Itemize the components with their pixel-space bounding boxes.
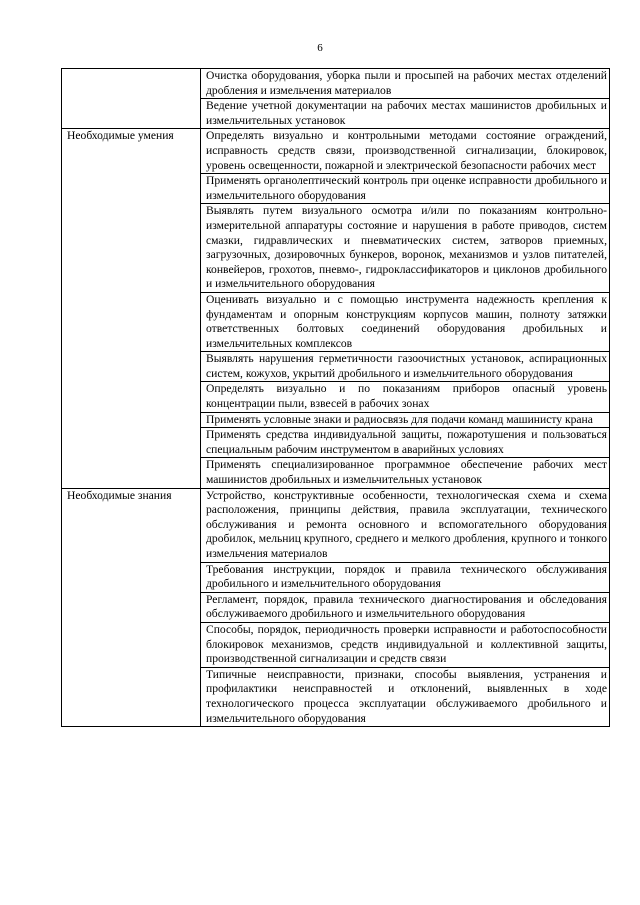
requirement-cell: Выявлять нарушения герметичности газоочистных установок, аспирационных систем, кожухов, укрытий дробильного и измельчительного оборудования	[201, 352, 610, 382]
requirement-cell: Выявлять путем визуального осмотра и/или по показаниям контрольно-измерительной аппаратуры состояние и нарушения в работе приводов, систем смазки, гидравлических и пневматических систем, затворов приемных, загрузочных, дозировочных бункеров, воронок, механизмов и узлов питателей, конвейеров, грохотов, пневмо-, гидроклассификаторов и циклонов дробильного и измельчительного оборудования	[201, 204, 610, 293]
table-row	[62, 129, 610, 174]
requirement-cell: Устройство, конструктивные особенности, технологическая схема и схема расположения, принципы действия, правила эксплуатации, технического обслуживания и ремонта основного и вспомогательного оборудования дробилок, мельниц крупного, среднего и мелкого дробления, крупного и тонкого измельчения материалов	[201, 488, 610, 562]
requirement-cell: Определять визуально и контрольными методами состояние ограждений, исправность средств связи, производственной сигнализации, блокировок, уровень освещенности, пожарной и электрической безопасности рабочих мест	[201, 129, 610, 174]
table-row	[62, 69, 610, 99]
category-cell: Необходимые умения	[62, 129, 201, 488]
category-cell: Необходимые знания	[62, 488, 201, 727]
requirement-cell: Регламент, порядок, правила технического диагностирования и обследования обслуживаемого дробильного и измельчительного оборудования	[201, 592, 610, 622]
table-row	[62, 488, 610, 562]
requirement-cell: Очистка оборудования, уборка пыли и просыпей на рабочих местах отделений дробления и измельчения материалов	[201, 69, 610, 99]
requirement-cell: Применять средства индивидуальной защиты, пожаротушения и пользоваться специальным рабочим инструментом в аварийных условиях	[201, 428, 610, 458]
requirement-cell: Применять условные знаки и радиосвязь для подачи команд машинисту крана	[201, 412, 610, 428]
requirement-cell: Применять органолептический контроль при оценке исправности дробильного и измельчительного оборудования	[201, 174, 610, 204]
requirement-cell: Способы, порядок, периодичность проверки исправности и работоспособности блокировок механизмов, средств индивидуальной и коллективной защиты, производственной сигнализации и средств связи	[201, 622, 610, 667]
requirement-cell: Определять визуально и по показаниям приборов опасный уровень концентрации пыли, взвесей в рабочих зонах	[201, 382, 610, 412]
requirement-cell: Оценивать визуально и с помощью инструмента надежность крепления к фундаментам и опорным конструкциям корпусов машин, полноту затяжки ответственных болтовых соединений оборудования дробильных и измельчительных комплексов	[201, 292, 610, 351]
page-number: 6	[317, 42, 323, 54]
skills-knowledge-table	[61, 68, 610, 727]
requirement-cell: Типичные неисправности, признаки, способы выявления, устранения и профилактики неисправностей и отклонений, выявленных в ходе технологического процесса эксплуатации обслуживаемого дробильного и измельчительного оборудования	[201, 667, 610, 726]
requirement-cell: Применять специализированное программное обеспечение рабочих мест машинистов дробильных и измельчительных установок	[201, 458, 610, 488]
requirement-cell: Ведение учетной документации на рабочих местах машинистов дробильных и измельчительных установок	[201, 99, 610, 129]
category-cell	[62, 69, 201, 129]
requirement-cell: Требования инструкции, порядок и правила технического обслуживания дробильного и измельчительного оборудования	[201, 562, 610, 592]
